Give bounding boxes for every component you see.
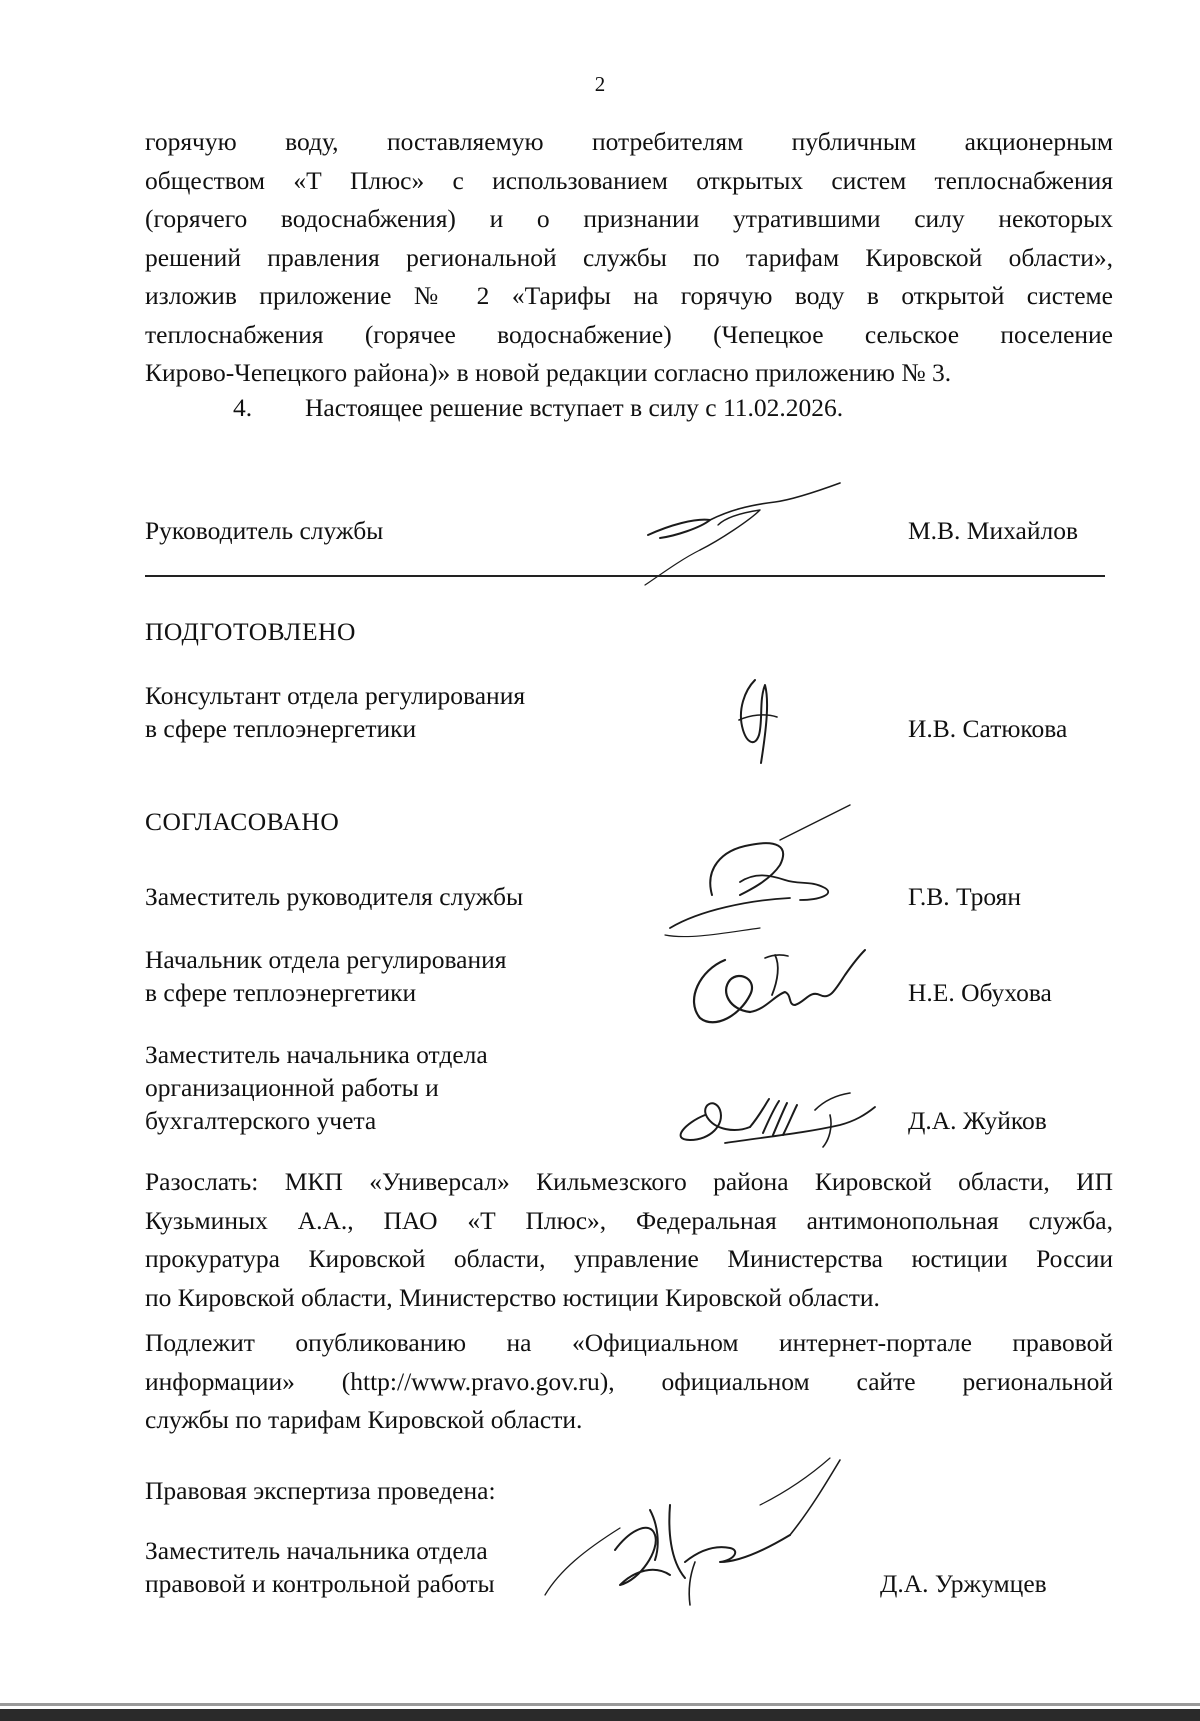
distribution-line: Разослать: МКП «Универсал» Кильмезского района Кировской области, ИП — [145, 1167, 1113, 1196]
clause-4 — [233, 389, 843, 427]
agreed-person-3-signature-image — [665, 1085, 880, 1150]
signature-stroke — [694, 960, 752, 1022]
signature-stroke — [780, 805, 850, 840]
head-name: М.В. Михайлов — [908, 516, 1079, 545]
agreed-person-2-signature-image — [680, 940, 870, 1030]
prepared-heading: ПОДГОТОВЛЕНО — [145, 617, 356, 646]
agreed-person-3-title-line: Заместитель начальника отдела — [145, 1040, 488, 1069]
agreed-person-2-title-line: в сфере теплоэнергетики — [145, 978, 417, 1007]
legal-review-heading: Правовая экспертиза проведена: — [145, 1476, 496, 1505]
signature-stroke — [710, 843, 783, 895]
agreed-person-1-signature-image — [660, 800, 860, 940]
signature-stroke — [689, 1562, 695, 1605]
publication-line: информации» (http://www.pravo.gov.ru), официальном сайте региональной — [145, 1366, 1113, 1396]
agreed-person-1-title: Заместитель руководителя службы — [145, 882, 524, 911]
page-number: 2 — [594, 72, 606, 96]
head-title: Руководитель службы — [145, 516, 384, 545]
agreed-person-1-name: Г.В. Троян — [908, 882, 1021, 911]
signature-stroke — [815, 1093, 850, 1147]
prepared-title-line: в сфере теплоэнергетики — [145, 714, 417, 743]
signature-stroke — [772, 955, 778, 995]
signature-stroke — [681, 1103, 750, 1140]
publication-paragraph — [145, 1324, 1113, 1440]
intro-line: Кирово-Чепецкого района)» в новой редакции согласно приложению № 3. — [145, 358, 952, 387]
signature-stroke — [790, 1460, 840, 1535]
intro-line: теплоснабжения (горячее водоснабжение) (Чепецкое сельское поселение — [145, 319, 1113, 349]
signature-stroke — [545, 1528, 620, 1595]
signature-stroke — [760, 1458, 830, 1505]
prepared-title-line: Консультант отдела регулирования — [145, 681, 526, 710]
intro-line: (горячего водоснабжения) и о признании утратившими силу некоторых — [145, 204, 1113, 233]
agreed-person-2-title-line: Начальник отдела регулирования — [145, 945, 507, 974]
signature-stroke — [700, 510, 760, 550]
distribution-line: по Кировской области, Министерство юстиции Кировской области. — [145, 1282, 880, 1312]
signature-stroke — [750, 1099, 797, 1135]
signature-stroke — [750, 950, 865, 1012]
legal-review-name: Д.А. Уржумцев — [880, 1569, 1047, 1598]
agreed-person-3-title-line: организационной работы и — [145, 1073, 439, 1102]
intro-paragraph — [145, 123, 1113, 393]
legal-review-title-line: правовой и контрольной работы — [145, 1569, 495, 1598]
signature-stroke — [665, 928, 760, 937]
scan-edge-bar — [0, 1709, 1200, 1721]
signature-stroke — [725, 1107, 875, 1143]
signature-stroke — [739, 715, 777, 720]
publication-line: службы по тарифам Кировской области. — [145, 1405, 583, 1434]
scan-edge-artifact — [0, 1703, 1200, 1706]
agreed-heading: СОГЛАСОВАНО — [145, 807, 340, 836]
agreed-person-3-name: Д.А. Жуйков — [908, 1106, 1047, 1135]
agreed-person-3-title-line: бухгалтерского учета — [145, 1106, 377, 1135]
signature-stroke — [670, 898, 790, 928]
signature-stroke — [741, 680, 767, 763]
clause-4-number: 4. — [233, 393, 253, 422]
legal-review-signature-image — [540, 1450, 880, 1610]
signature-stroke — [710, 483, 840, 520]
intro-line: решений правления региональной службы по тарифам Кировской области», — [145, 242, 1113, 272]
legal-review-title-line: Заместитель начальника отдела — [145, 1536, 488, 1565]
distribution-line: Кузьминых А.А., ПАО «Т Плюс», Федеральная антимонопольная служба, — [145, 1205, 1113, 1235]
intro-line: горячую воду, поставляемую потребителям публичным акционерным — [145, 127, 1113, 156]
signature-stroke — [648, 520, 710, 538]
signature-stroke — [645, 550, 700, 585]
publication-line: Подлежит опубликованию на «Официальном интернет-портале правовой — [145, 1328, 1113, 1357]
prepared-name: И.В. Сатюкова — [908, 714, 1068, 743]
signature-divider — [145, 575, 1105, 577]
intro-line: изложив приложение № 2 «Тарифы на горячую воду в открытой системе — [145, 281, 1113, 310]
head-signature-image — [600, 480, 860, 590]
signature-stroke — [685, 1535, 790, 1562]
distribution-paragraph — [145, 1163, 1113, 1317]
prepared-signature-image — [725, 675, 795, 770]
signature-stroke — [615, 1528, 670, 1585]
distribution-line: прокуратура Кировской области, управление Министерства юстиции России — [145, 1244, 1113, 1273]
intro-line: обществом «Т Плюс» с использованием открытых систем теплоснабжения — [145, 165, 1113, 195]
agreed-person-2-name: Н.Е. Обухова — [908, 978, 1052, 1007]
clause-4-text: Настоящее решение вступает в силу с 11.02.2026. — [305, 393, 844, 422]
